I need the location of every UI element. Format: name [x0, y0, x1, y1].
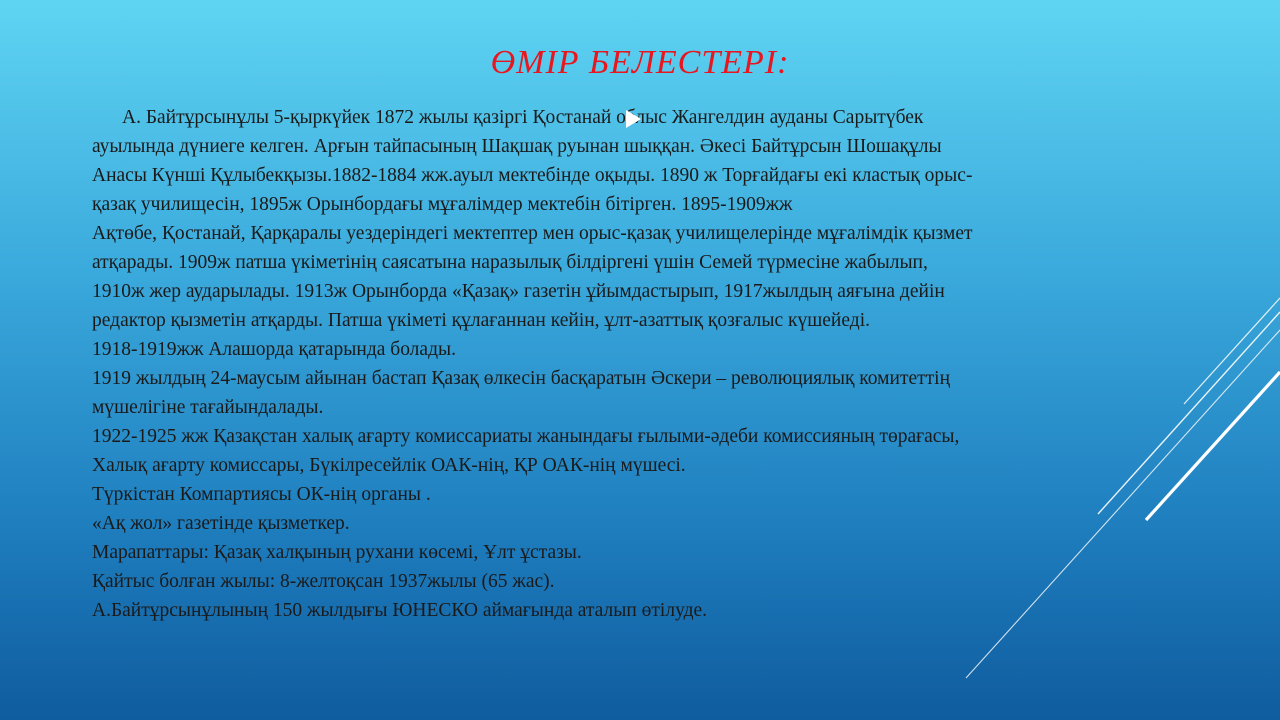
- text-line: Халық ағарту комиссары, Бүкілресейлік ОАК-нің, ҚР ОАК-нің мүшесі.: [92, 455, 686, 476]
- text-line: Анасы Күнші Құлыбекқызы.1882-1884 жж.ауыл мектебінде оқыды. 1890 ж Торғайдағы екі кластық орыс-: [92, 165, 973, 186]
- text-line: Марапаттары: Қазақ халқының рухани көсемі, Ұлт ұстазы.: [92, 542, 582, 563]
- text-line: 1919 жылдың 24-маусым айынан бастап Қазақ өлкесін басқаратын Әскери – революциялық комитеттің: [92, 368, 951, 389]
- text-line: Қайтыс болған жылы: 8-желтоқсан 1937жылы (65 жас).: [92, 571, 555, 592]
- text-line: 1910ж жер аударылады. 1913ж Орынборда «Қазақ» газетін ұйымдастырып, 1917жылдың аяғына дейін: [92, 281, 945, 302]
- text-line: ауылында дүниеге келген. Арғын тайпасының Шақшақ руынан шыққан. Әкесі Байтұрсын Шошақұлы: [92, 136, 942, 157]
- text-line: редактор қызметін атқарды. Патша үкіметі құлағаннан кейін, ұлт-азаттық қозғалыс күшейеді.: [92, 310, 870, 331]
- text-line: А. Байтұрсынұлы 5-қыркүйек 1872 жылы қазіргі Қостанай облыс Жангелдин ауданы Сарытүбек: [122, 107, 924, 128]
- play-icon[interactable]: [626, 110, 641, 128]
- text-line: «Ақ жол» газетінде қызметкер.: [92, 513, 350, 534]
- text-line: А.Байтұрсынұлының 150 жылдығы ЮНЕСКО аймағында аталып өтілуде.: [92, 600, 708, 621]
- slide-title: ӨМІР БЕЛЕСТЕРІ:: [490, 44, 790, 81]
- text-line: Түркістан Компартиясы ОК-нің органы .: [92, 484, 431, 505]
- text-line: Ақтөбе, Қостанай, Қарқаралы уездеріндегі мектептер мен орыс-қазақ училищелерінде мұғалімдік қызмет: [92, 223, 973, 244]
- text-line: 1918-1919жж Алашорда қатарында болады.: [92, 339, 456, 360]
- text-line: мүшелігіне тағайындалады.: [92, 397, 324, 418]
- biography-text: [92, 103, 1192, 625]
- decor-line-3: [1184, 298, 1280, 404]
- text-line: қазақ училищесін, 1895ж Орынбордағы мұғалімдер мектебін бітірген. 1895-1909жж: [92, 194, 793, 215]
- text-line: атқарады. 1909ж патша үкіметінің саясатына наразылық білдіргені үшін Семей түрмесіне жабылып,: [92, 252, 928, 273]
- text-line: 1922-1925 жж Қазақстан халық ағарту комиссариаты жанындағы ғылыми-әдеби комиссияның төрағасы,: [92, 426, 960, 447]
